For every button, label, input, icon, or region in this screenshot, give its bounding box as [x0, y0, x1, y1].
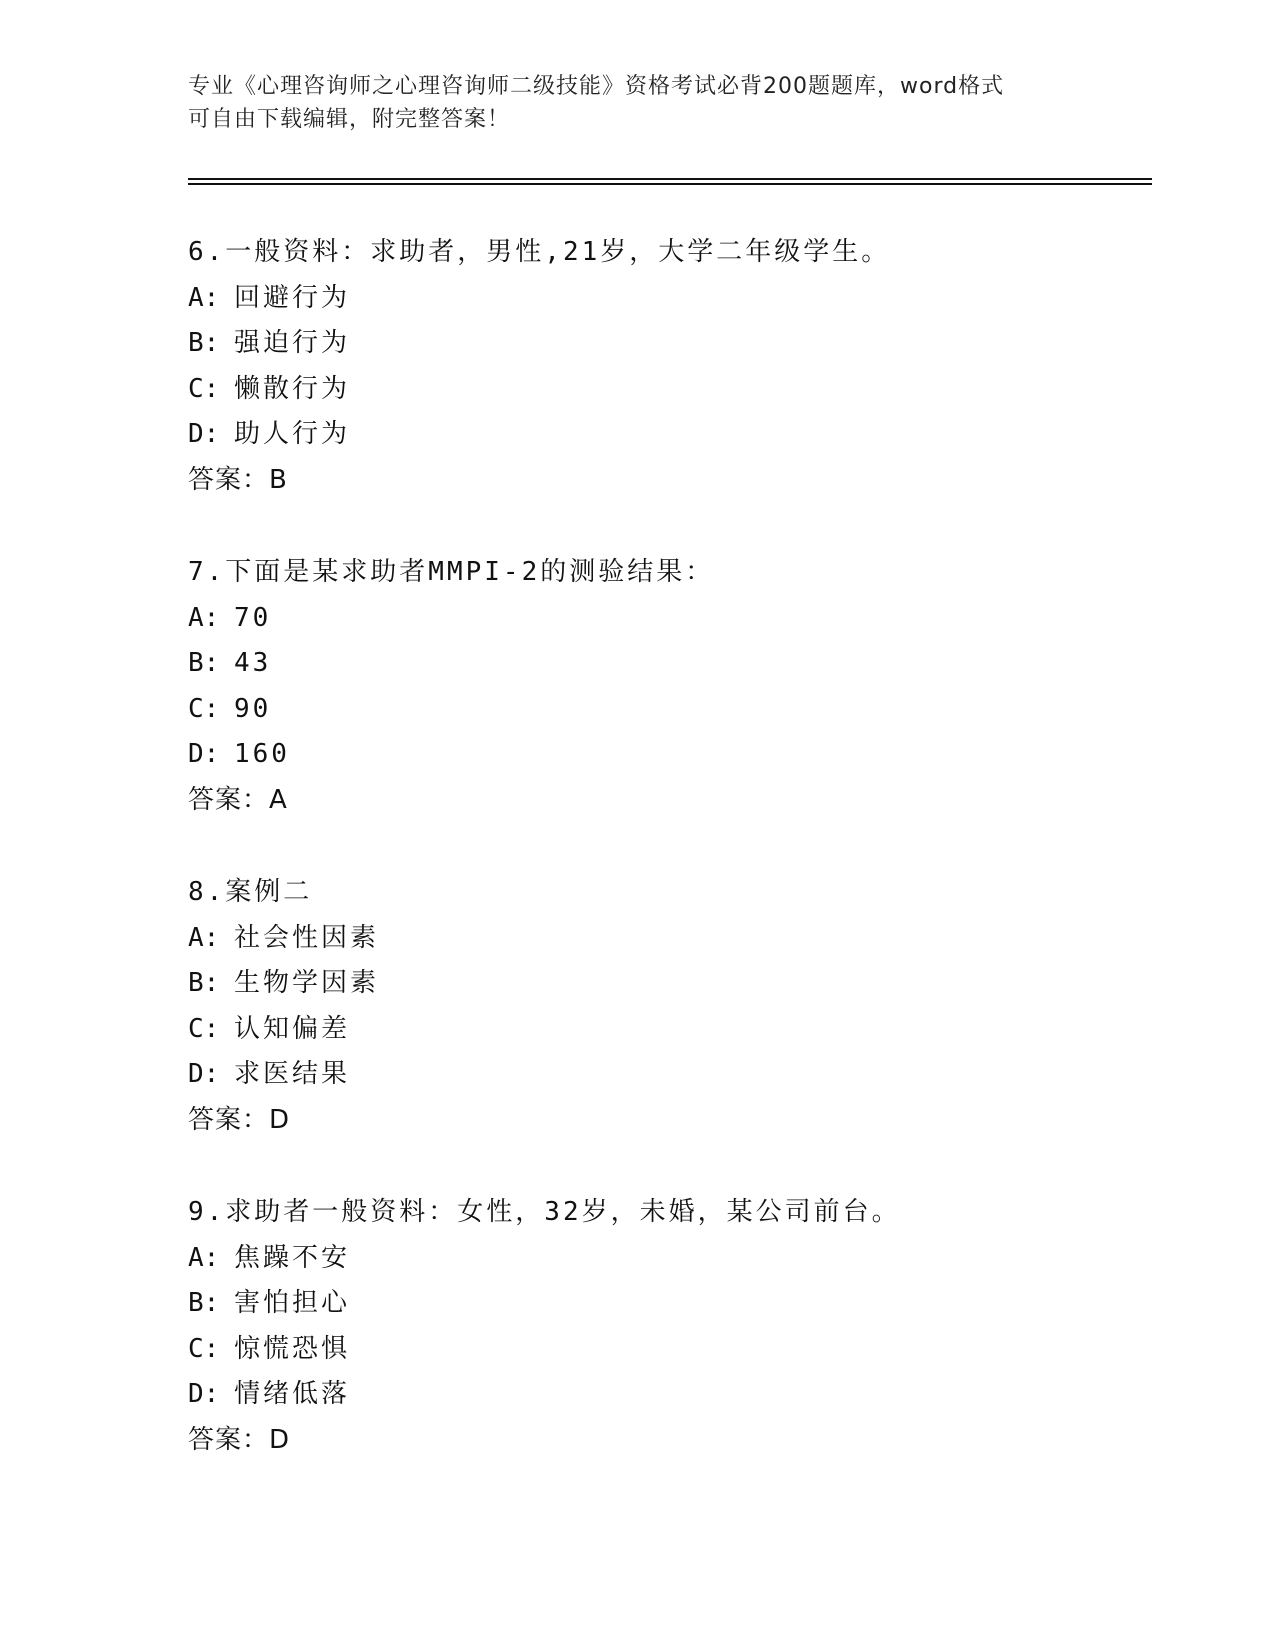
option-label: C: [188, 1333, 220, 1364]
header-divider-top [188, 178, 1152, 180]
header-divider-bottom [188, 183, 1152, 185]
question-title: 7.下面是某求助者MMPI-2的测验结果： [188, 557, 715, 587]
question-8 [188, 870, 1148, 1143]
question-title: 6.一般资料：求助者，男性,21岁，大学二年级学生。 [188, 237, 891, 267]
answer: 答案：D [188, 1424, 291, 1455]
option-c [188, 367, 1148, 413]
option-c [188, 687, 1148, 733]
question-7 [188, 550, 1148, 823]
option-label: C: [188, 1013, 220, 1044]
option-label: A: [188, 1242, 220, 1273]
option-text: 70 [234, 602, 272, 633]
option-label: B: [188, 1288, 220, 1318]
option-label: A: [188, 282, 220, 313]
option-label: D: [188, 739, 220, 769]
option-a [188, 596, 1148, 642]
option-text: 强迫行为 [234, 328, 351, 358]
option-c [188, 1327, 1148, 1373]
option-label: B: [188, 648, 220, 678]
option-d [188, 732, 1148, 778]
option-text: 生物学因素 [234, 968, 380, 998]
option-b [188, 641, 1148, 687]
option-text: 焦躁不安 [234, 1242, 351, 1273]
option-text: 懒散行为 [234, 373, 351, 404]
option-b [188, 1281, 1148, 1327]
option-label: D: [188, 1379, 220, 1409]
header-line-2: 可自由下载编辑，附完整答案！ [188, 107, 511, 132]
option-c [188, 1007, 1148, 1053]
answer: 答案：A [188, 784, 288, 815]
option-a [188, 1236, 1148, 1282]
question-6 [188, 230, 1148, 503]
document-header [188, 70, 1088, 136]
option-label: D: [188, 419, 220, 449]
option-d [188, 1052, 1148, 1098]
option-d [188, 412, 1148, 458]
option-label: D: [188, 1059, 220, 1089]
option-text: 社会性因素 [234, 922, 380, 953]
option-d [188, 1372, 1148, 1418]
option-b [188, 321, 1148, 367]
option-label: A: [188, 602, 220, 633]
option-text: 情绪低落 [234, 1379, 351, 1409]
option-b [188, 961, 1148, 1007]
question-9 [188, 1190, 1148, 1463]
answer: 答案：D [188, 1104, 291, 1135]
option-text: 害怕担心 [234, 1288, 351, 1318]
question-title: 8.案例二 [188, 877, 313, 907]
answer: 答案：B [188, 464, 288, 495]
option-text: 43 [234, 648, 272, 678]
question-title: 9.求助者一般资料：女性，32岁，未婚，某公司前台。 [188, 1197, 901, 1227]
option-text: 惊慌恐惧 [234, 1333, 351, 1364]
option-text: 160 [234, 739, 290, 769]
option-text: 回避行为 [234, 282, 351, 313]
option-text: 求医结果 [234, 1059, 351, 1089]
option-label: B: [188, 328, 220, 358]
option-label: B: [188, 968, 220, 998]
option-text: 90 [234, 693, 272, 724]
option-label: C: [188, 693, 220, 724]
option-label: C: [188, 373, 220, 404]
header-line-1: 专业《心理咨询师之心理咨询师二级技能》资格考试必背200题题库，word格式 [188, 74, 1005, 99]
option-text: 助人行为 [234, 419, 351, 449]
option-label: A: [188, 922, 220, 953]
option-text: 认知偏差 [234, 1013, 351, 1044]
option-a [188, 276, 1148, 322]
option-a [188, 916, 1148, 962]
